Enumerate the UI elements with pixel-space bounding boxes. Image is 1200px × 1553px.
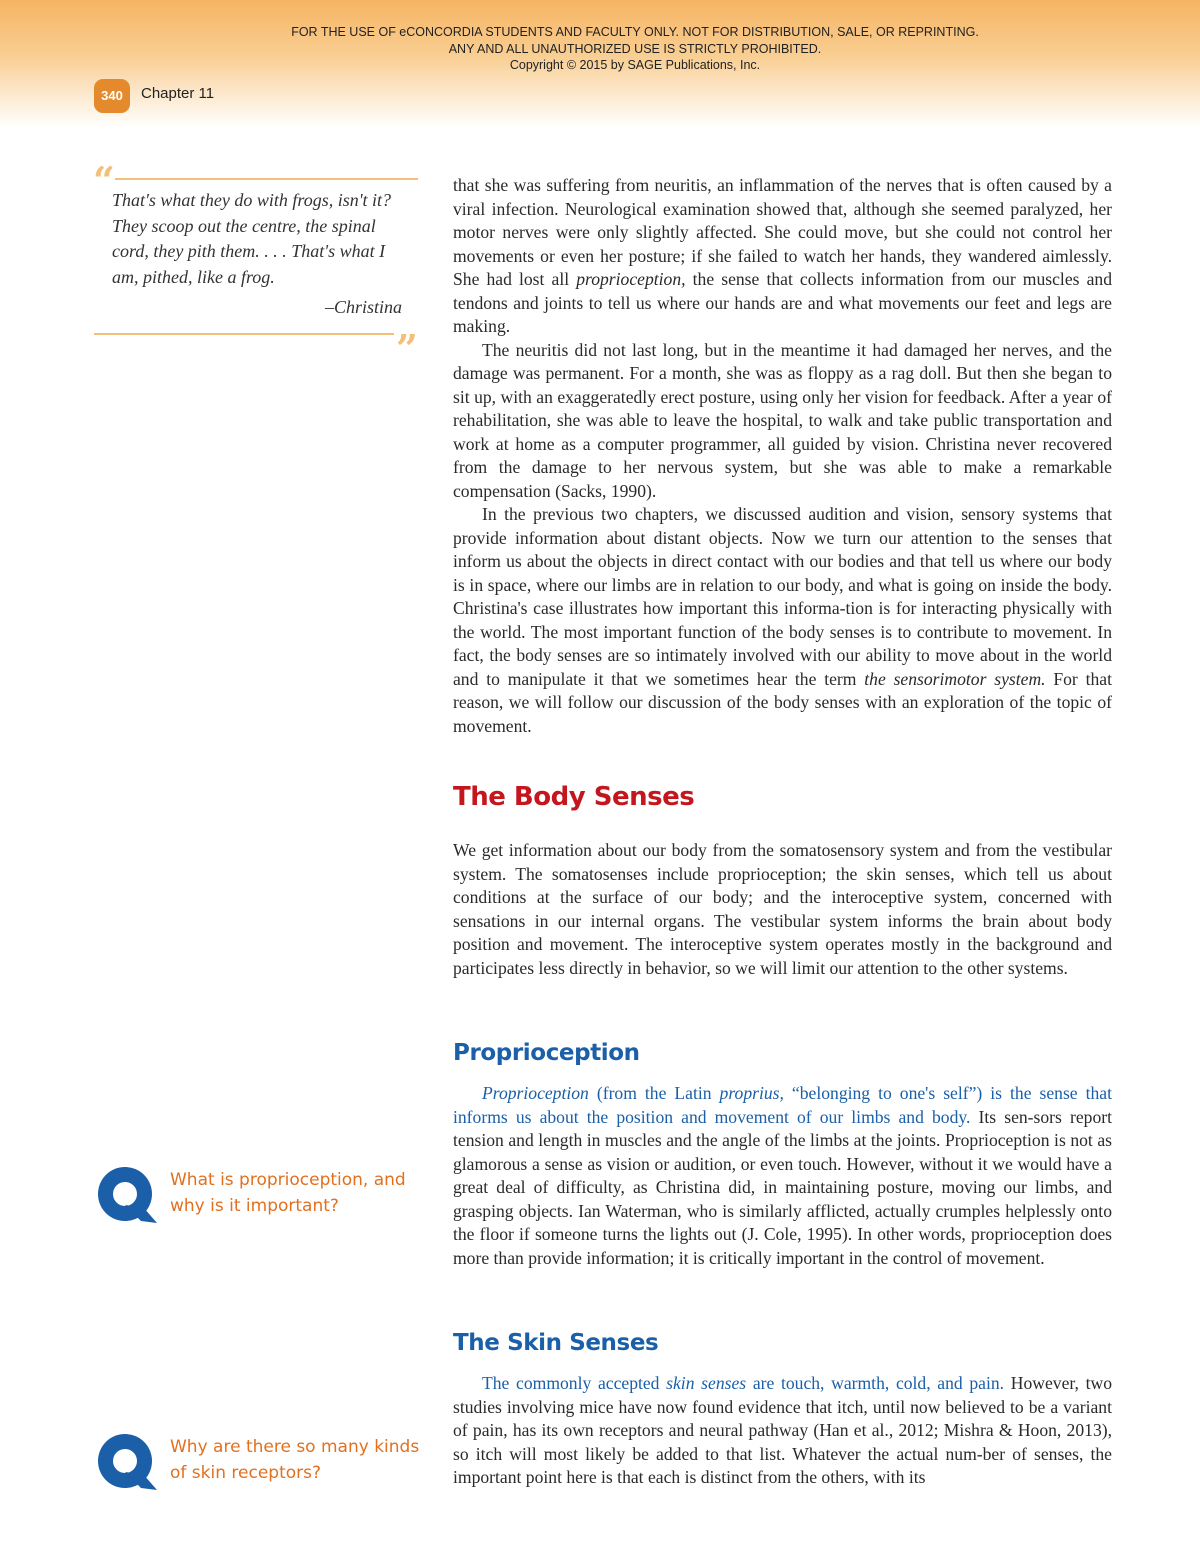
paragraph-proprioception: Proprioception (from the Latin proprius, “belonging to one's self”) is the sense that informs us about the position and movement of our limbs and body. Its sen-sors report tension and length in muscles and the angle of the limbs at the joints. Proprioception is not as glamorous a sense as vision or audition, or even touch. However, without it we would have a great deal of difficulty, as Christina did, in maintaining posture, moving our limbs, and grasping objects. Ian Waterman, who is similarly afflicted, actually crumples helplessly onto the floor if someone turns the lights out (J. Cole, 1995). In other words, proprioception does more than provide information; it is critically important in the control of movement. <box>453 1083 1112 1268</box>
heading-skin-senses: The Skin Senses <box>453 1330 659 1356</box>
paragraph-skin-senses: The commonly accepted skin senses are touch, warmth, cold, and pain. However, two studies involving mice have now found evidence that itch, until now believed to be a variant of pain, has its own receptors and neural pathway (Han et al., 2012; Mishra & Hoon, 2013), so itch will most likely be added to that list. Whatever the actual num-ber of senses, the important point here is that each is distinct from the others, with its <box>453 1373 1112 1487</box>
page-number-badge: 340 <box>94 79 130 113</box>
question-1-text: What is proprioception, and why is it important? <box>170 1170 406 1216</box>
margin-question-1 <box>95 1165 425 1235</box>
chapter-label: Chapter 11 <box>141 85 215 102</box>
paragraph-1: that she was suffering from neuritis, an inflammation of the nerves that is often caused by a viral infection. Neurological examination showed that, although she seemed paralyzed, her motor nerves were only slightly affected. She could move, but she could not control her movements or even her posture; if she failed to watch her hands, they wandered aimlessly. She had lost all proprioception, the sense that collects information from our muscles and tendons and joints to tell us where our hands are and what movements our feet and legs are making. <box>453 175 1112 336</box>
heading-body-senses: The Body Senses <box>453 782 695 812</box>
notice-line-2: ANY AND ALL UNAUTHORIZED USE IS STRICTLY PROHIBITED. <box>448 41 822 56</box>
paragraph-2: The neuritis did not last long, but in the meantime it had damaged her nerves, and the damage was permanent. For a month, she was as floppy as a rag doll. But then she began to sit up, with an exaggeratedly erect posture, using only her vision for feedback. After a year of rehabilitation, she was able to leave the hospital, to walk and take public transportation and work at home as a computer programmer, all guided by vision. Christina never recovered from the damage to her nervous system, but she was able to make a remarkable compensation (Sacks, 1990). <box>453 339 1112 501</box>
epigraph-quote: That's what they do with frogs, isn't it? They scoop out the centre, the spinal cord, they pith them. . . . That's what I am, pithed, like a frog. <box>112 190 392 287</box>
epigraph-attribution: –Christina <box>324 297 402 317</box>
question-2-text: Why are there so many kinds of skin receptors? <box>170 1437 420 1483</box>
proprioception-text <box>453 1082 1112 1270</box>
intro-text <box>453 174 1112 738</box>
quote-top-rule <box>115 178 418 180</box>
skin-senses-text <box>453 1372 1112 1490</box>
term-sensorimotor: the sensorimotor system. <box>864 668 1046 689</box>
margin-question-2 <box>95 1432 425 1502</box>
notice-line-3: Copyright © 2015 by SAGE Publications, Inc. <box>509 58 761 72</box>
quote-bottom-rule <box>94 333 394 335</box>
heading-proprioception: Proprioception <box>453 1040 640 1066</box>
term-proprioception: proprioception, <box>576 269 686 289</box>
paragraph-body-senses: We get information about our body from the somatosensory system and from the vestibular system. The somatosenses include proprioception; the skin senses, which tell us about conditions at the surface of our body; and the interoceptive system, concerned with sensations in our internal organs. The vestibular system informs the brain about body position and movement. The interoceptive system operates mostly in the background and participates less directly in behavior, so we will limit our attention to the other systems. <box>453 840 1112 978</box>
copyright-notice <box>0 24 1200 74</box>
question-q-icon <box>95 1432 159 1496</box>
open-quote-icon: “ <box>93 158 115 203</box>
question-q-icon <box>95 1165 159 1229</box>
notice-line-1: FOR THE USE OF eCONCORDIA STUDENTS AND FACULTY ONLY. NOT FOR DISTRIBUTION, SALE, OR REPRINTING. <box>291 25 979 39</box>
paragraph-3: In the previous two chapters, we discussed audition and vision, sensory systems that provide information about distant objects. Now we turn our attention to the senses that inform us about the objects in direct contact with our bodies and that tell us where our body is in space, where our limbs are in relation to our body, and what is going on inside the body. Christina's case illustrates how important this informa-tion is for interacting physically with the world. The most important function of the body senses is to contribute to movement. In fact, the body senses are so intimately involved with our ability to move about in the world and to manipulate it that we sometimes hear the term the sensorimotor system. For that reason, we will follow our discussion of the body senses with an exploration of the topic of movement. <box>453 504 1112 736</box>
close-quote-icon: ” <box>396 326 418 371</box>
body-senses-text <box>453 839 1112 980</box>
